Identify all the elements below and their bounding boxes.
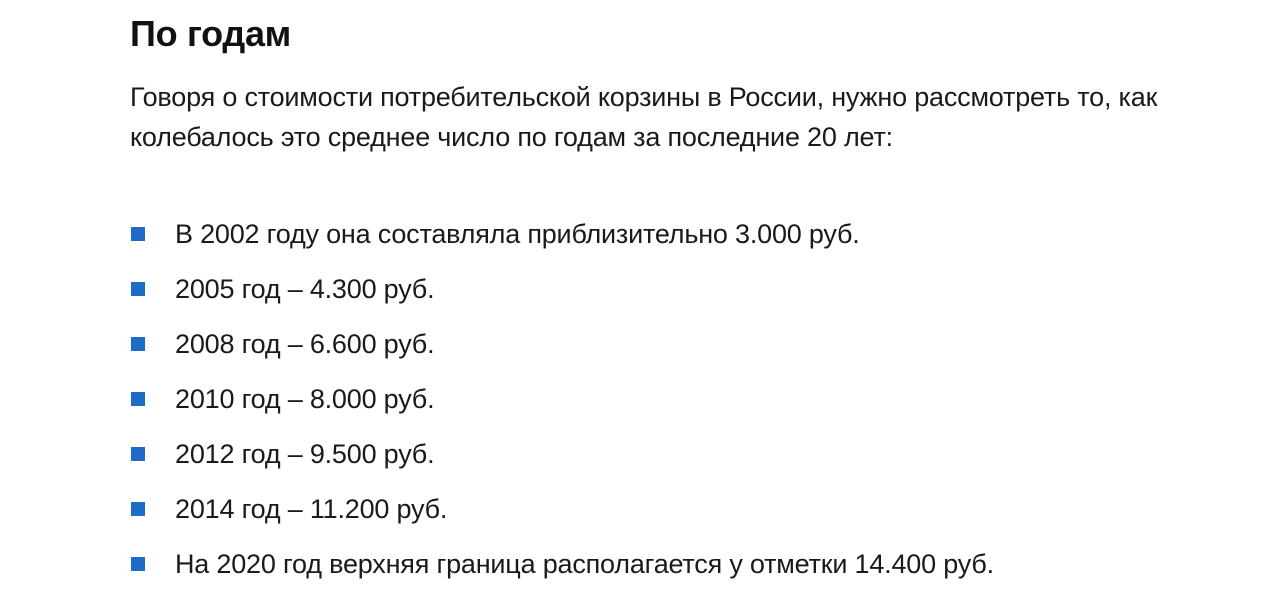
- square-bullet-icon: [131, 227, 145, 241]
- intro-paragraph: Говоря о стоимости потребительской корзины в России, нужно рассмотреть то, как колебалось это среднее число по годам за последние 20 лет:: [130, 82, 1158, 152]
- list-item-text: На 2020 год верхняя граница располагается у отметки 14.400 руб.: [175, 548, 994, 579]
- square-bullet-icon: [131, 337, 145, 351]
- section-heading: По годам: [130, 13, 292, 54]
- article-section: [130, 0, 1280, 591]
- list-item: [130, 426, 1280, 481]
- list-item-text: 2010 год – 8.000 руб.: [175, 383, 435, 414]
- list-item-text: 2012 год – 9.500 руб.: [175, 438, 435, 469]
- list-item: [130, 206, 1280, 261]
- list-item: [130, 371, 1280, 426]
- list-item-text: 2005 год – 4.300 руб.: [175, 273, 435, 304]
- list-item: [130, 261, 1280, 316]
- square-bullet-icon: [131, 282, 145, 296]
- list-item: [130, 481, 1280, 536]
- square-bullet-icon: [131, 557, 145, 571]
- list-item: [130, 316, 1280, 371]
- yearly-cost-list: [130, 206, 1280, 591]
- list-item-text: 2014 год – 11.200 руб.: [175, 493, 448, 524]
- square-bullet-icon: [131, 502, 145, 516]
- list-item-text: 2008 год – 6.600 руб.: [175, 328, 435, 359]
- square-bullet-icon: [131, 447, 145, 461]
- list-item: [130, 536, 1280, 591]
- square-bullet-icon: [131, 392, 145, 406]
- list-item-text: В 2002 году она составляла приблизительно 3.000 руб.: [175, 218, 860, 249]
